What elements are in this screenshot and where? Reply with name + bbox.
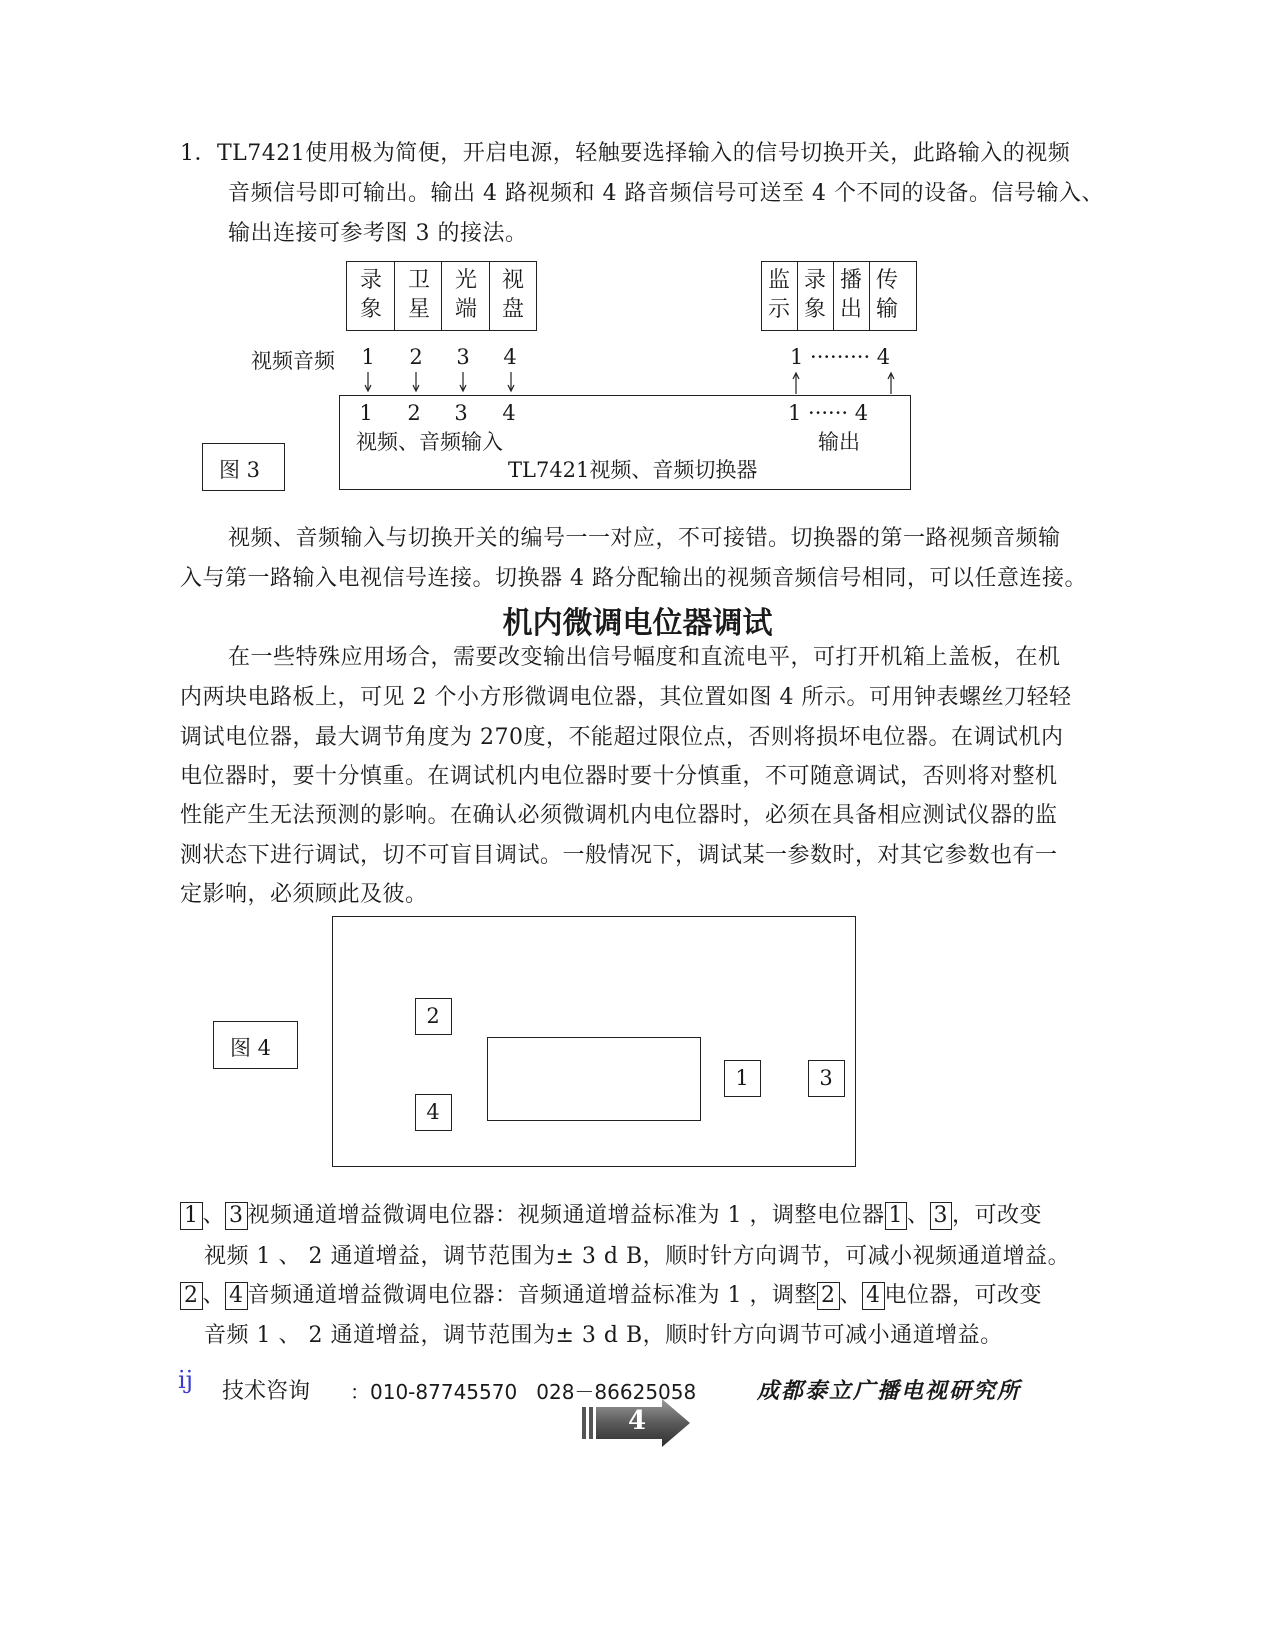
para3-line-3: 调试电位器，最大调节角度为 270度，不能超过限位点，否则将损坏电位器。在调试机内 (180, 725, 1064, 750)
footer-org: 成都泰立广播电视研究所 (757, 1378, 1022, 1404)
pot-ref-box: 1 (180, 1202, 203, 1230)
fig3-box-title: TL7421视频、音频切换器 (508, 458, 758, 482)
fig3-box-output-label: 输出 (818, 430, 860, 454)
fig3-caption: 图 3 (219, 458, 261, 482)
page-number: 4 (627, 1406, 647, 1436)
fig3-box-in-3: 3 (454, 401, 468, 425)
section-title: 机内微调电位器调试 (502, 606, 773, 641)
fig4-pot-2: 2 (415, 998, 452, 1035)
fig3-output-range: 1 ········· 4 (790, 345, 891, 369)
footer-phones: ：010-87745570 028－86625058 (350, 1380, 697, 1404)
fig3-caption-box (202, 443, 285, 491)
fig3-dest-4: 传 输 (875, 268, 898, 322)
para3-line-5: 性能产生无法预测的影响。在确认必须微调机内电位器时，必须在具备相应测试仪器的监 (180, 803, 1058, 828)
fig3-box-output-range: 1 ······ 4 (788, 401, 869, 425)
para3-line-4: 电位器时，要十分慎重。在调试机内电位器时要十分慎重，不可随意调试，否则将对整机 (180, 764, 1058, 789)
fig4-center-board (487, 1037, 701, 1121)
para3-line-7: 定影响，必须顾此及彼。 (180, 882, 428, 907)
fig4-caption-box (213, 1021, 298, 1069)
note-video-line1: 1 、 3 视频通道增益微调电位器：视频通道增益标准为 1 ，调整电位器 1 、 3 ，可改变 (180, 1202, 1042, 1230)
pot-ref-box: 1 (885, 1202, 908, 1230)
fig3-dest-2: 录 象 (803, 268, 826, 322)
fig3-destination-table (761, 261, 917, 331)
fig4-board-outline (332, 916, 856, 1167)
fig3-source-4: 视 盘 (501, 268, 524, 322)
fig3-input-num-2: 2 (409, 345, 423, 369)
fig3-source-1: 录 象 (359, 268, 382, 322)
fig3-box-in-1: 1 (359, 401, 373, 425)
fig3-switcher-box (339, 395, 911, 490)
para3-line-1: 在一些特殊应用场合，需要改变输出信号幅度和直流电平，可打开机箱上盖板，在机 (228, 645, 1061, 670)
footer-mark: ij (178, 1366, 194, 1394)
fig4-pot-3: 3 (808, 1060, 845, 1097)
fig3-source-3: 光 端 (454, 268, 477, 322)
note-audio-line2: 音频 1 、 2 通道增益，调节范围为± 3 d B，顺时针方向调节可减小通道增益。 (204, 1323, 1003, 1348)
pot-ref-box: 4 (862, 1282, 885, 1310)
fig3-dest-3: 播 出 (839, 268, 862, 322)
para3-line-6: 测状态下进行调试，切不可盲目调试。一般情况下，调试某一参数时，对其它参数也有一 (180, 843, 1058, 868)
note-video-line2: 视频 1 、 2 通道增益，调节范围为± 3 d B，顺时针方向调节，可减小视频通道增益。 (204, 1244, 1071, 1269)
footer-consult-label: 技术咨询 (222, 1379, 311, 1404)
fig3-dest-1: 监 示 (767, 268, 790, 322)
para2-line1: 视频、音频输入与切换开关的编号一一对应，不可接错。切换器的第一路视频音频输 (228, 526, 1061, 551)
fig3-box-in-2: 2 (407, 401, 421, 425)
para1-line1: 1．TL7421使用极为简便，开启电源，轻触要选择输入的信号切换开关，此路输入的视频 (180, 141, 1071, 166)
fig3-input-num-3: 3 (456, 345, 470, 369)
fig3-input-num-4: 4 (503, 345, 517, 369)
fig3-source-table (346, 261, 537, 331)
pot-ref-box: 3 (225, 1202, 248, 1230)
pot-ref-box: 3 (930, 1202, 953, 1230)
para1-line3: 输出连接可参考图 3 的接法。 (228, 221, 528, 246)
para1-line2: 音频信号即可输出。输出 4 路视频和 4 路音频信号可送至 4 个不同的设备。信号输入、 (228, 181, 1104, 206)
fig3-source-2: 卫 星 (407, 268, 430, 322)
fig4-caption: 图 4 (230, 1036, 272, 1060)
fig3-box-in-4: 4 (502, 401, 516, 425)
page-number-badge (582, 1399, 692, 1447)
para2-line2: 入与第一路输入电视信号连接。切换器 4 路分配输出的视频音频信号相同，可以任意连接。 (180, 566, 1087, 591)
pot-ref-box: 2 (817, 1282, 840, 1310)
pot-ref-box: 2 (180, 1282, 203, 1310)
fig3-box-input-label: 视频、音频输入 (356, 430, 503, 454)
para3-line-2: 内两块电路板上，可见 2 个小方形微调电位器，其位置如图 4 所示。可用钟表螺丝刀轻轻 (180, 685, 1072, 710)
fig3-side-label: 视频音频 (251, 349, 335, 373)
fig4-pot-1: 1 (724, 1060, 761, 1097)
note-audio-line1: 2 、 4 音频通道增益微调电位器：音频通道增益标准为 1 ，调整 2 、 4 电位器，可改变 (180, 1282, 1042, 1310)
pot-ref-box: 4 (225, 1282, 248, 1310)
fig4-pot-4: 4 (415, 1094, 452, 1131)
fig3-input-num-1: 1 (361, 345, 375, 369)
